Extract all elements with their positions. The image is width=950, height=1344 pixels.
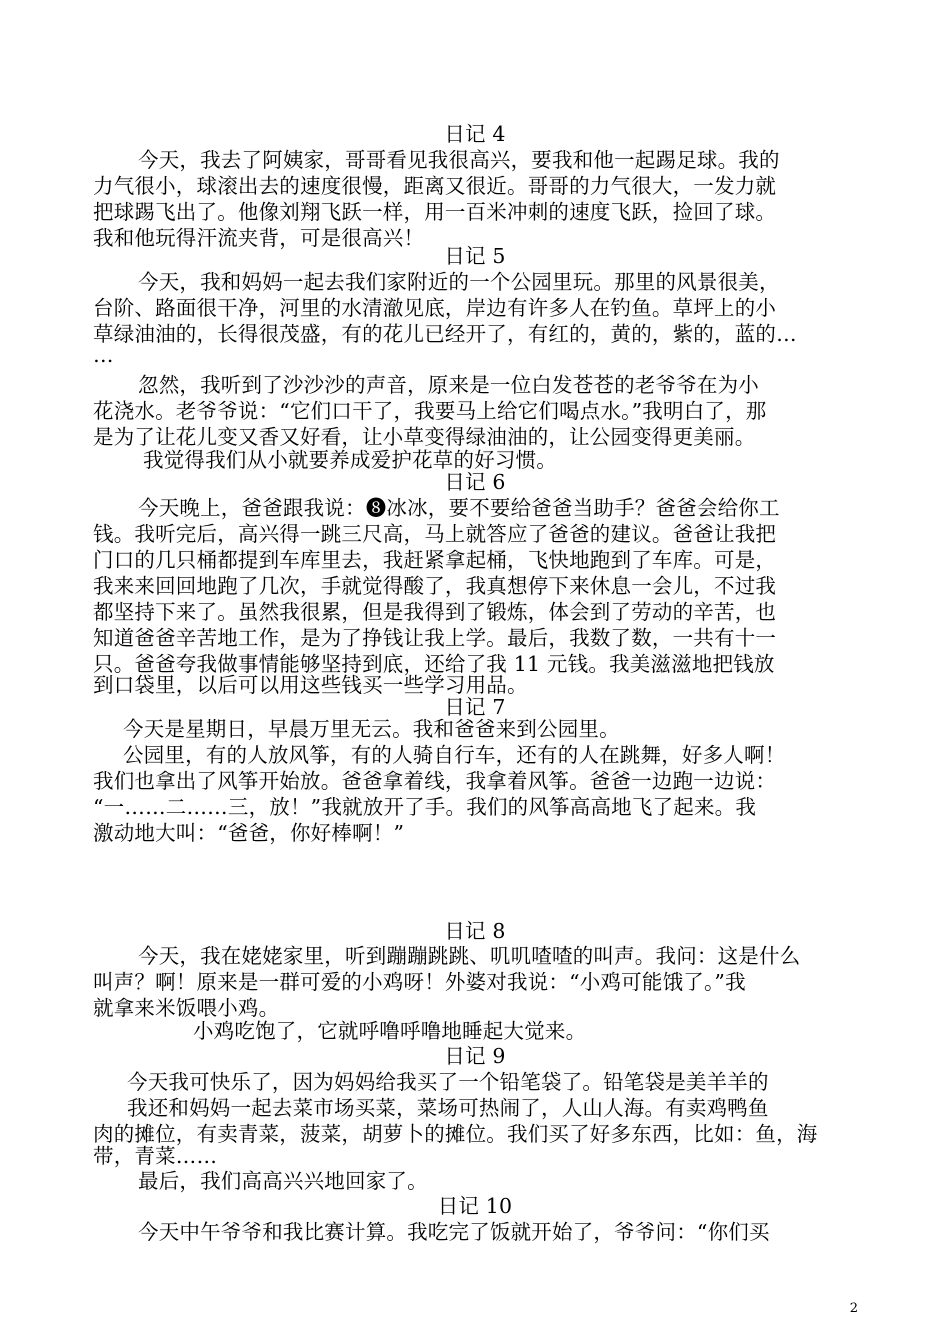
diary-9-line: 带，青菜…… <box>93 1144 218 1168</box>
page-number: 2 <box>849 1301 858 1316</box>
diary-7-line: “一……二……三，放！”我就放开了手。我们的风筝高高地飞了起来。我 <box>93 795 757 819</box>
diary-5-line: 花浇水。老爷爷说：“它们口干了，我要马上给它们喝点水。”我明白了，那 <box>93 399 767 423</box>
diary-5-line: 今天，我和妈妈一起去我们家附近的一个公园里玩。那里的风景很美， <box>138 270 780 294</box>
diary-6-line: 到口袋里，以后可以用这些钱买一些学习用品。 <box>93 673 528 697</box>
diary-8-line: 小鸡吃饱了，它就呼噜呼噜地睡起大觉来。 <box>193 1019 587 1043</box>
diary-5-line: 是为了让花儿变又香又好看，让小草变得绿油油的，让公园变得更美丽。 <box>93 425 756 449</box>
diary-4-line: 今天，我去了阿姨家，哥哥看见我很高兴，要我和他一起踢足球。我的 <box>138 148 780 172</box>
diary-9-line: 今天我可快乐了，因为妈妈给我买了一个铅笔袋了。铅笔袋是美羊羊的 <box>127 1070 769 1094</box>
diary-4-line: 我和他玩得汗流夹背，可是很高兴！ <box>93 226 425 250</box>
diary-9-line: 肉的摊位，有卖青菜，菠菜，胡萝卜的摊位。我们买了好多东西，比如：鱼，海 <box>93 1122 818 1146</box>
diary-4-title: 日记 4 <box>444 122 506 146</box>
diary-8-line: 就拿来米饭喂小鸡。 <box>93 996 280 1020</box>
diary-9-line: 我还和妈妈一起去菜市场买菜，菜场可热闹了，人山人海。有卖鸡鸭鱼 <box>127 1096 769 1120</box>
diary-6-title: 日记 6 <box>444 470 506 494</box>
diary-8-line: 今天，我在姥姥家里，听到蹦蹦跳跳、叽叽喳喳的叫声。我问：这是什么 <box>138 944 801 968</box>
diary-5-line: … <box>93 343 114 367</box>
diary-5-line: 草绿油油的，长得很茂盛，有的花儿已经开了，有红的，黄的，紫的，蓝的… <box>93 322 797 346</box>
diary-5-line: 我觉得我们从小就要养成爱护花草的好习惯。 <box>143 448 557 472</box>
diary-6-line: 知道爸爸辛苦地工作，是为了挣钱让我上学。最后，我数了数，一共有十一 <box>93 626 777 650</box>
diary-6-line: 钱。我听完后，高兴得一跳三尺高，马上就答应了爸爸的建议。爸爸让我把 <box>93 522 777 546</box>
diary-7-line: 激动地大叫：“爸爸，你好棒啊！” <box>93 821 405 845</box>
diary-5-line: 台阶、路面很干净，河里的水清澈见底，岸边有许多人在钓鱼。草坪上的小 <box>93 296 777 320</box>
diary-5-line: 忽然，我听到了沙沙沙的声音，原来是一位白发苍苍的老爷爷在为小 <box>138 373 759 397</box>
diary-8-line: 叫声？啊！原来是一群可爱的小鸡呀！外婆对我说：“小鸡可能饿了。”我 <box>93 970 746 994</box>
diary-6-line: 今天晚上，爸爸跟我说：❽冰冰，要不要给爸爸当助手？爸爸会给你工 <box>138 496 780 520</box>
diary-6-line: 只。爸爸夸我做事情能够坚持到底，还给了我 11 元钱。我美滋滋地把钱放 <box>93 652 775 676</box>
diary-7-line: 公园里，有的人放风筝，有的人骑自行车，还有的人在跳舞，好多人啊！ <box>123 743 786 767</box>
diary-8-title: 日记 8 <box>444 919 506 943</box>
diary-10-line: 今天中午爷爷和我比赛计算。我吃完了饭就开始了，爷爷问：“你们买 <box>138 1220 770 1244</box>
diary-6-line: 都坚持下来了。虽然我很累，但是我得到了锻炼，体会到了劳动的辛苦，也 <box>93 600 777 624</box>
diary-6-line: 门口的几只桶都提到车库里去，我赶紧拿起桶，飞快地跑到了车库。可是， <box>93 548 777 572</box>
diary-7-line: 今天是星期日，早晨万里无云。我和爸爸来到公园里。 <box>123 717 620 741</box>
diary-7-line: 我们也拿出了风筝开始放。爸爸拿着线，我拿着风筝。爸爸一边跑一边说： <box>93 769 777 793</box>
diary-6-line: 我来来回回地跑了几次，手就觉得酸了，我真想停下来休息一会儿，不过我 <box>93 574 777 598</box>
diary-9-title: 日记 9 <box>444 1044 506 1068</box>
diary-7-title: 日记 7 <box>444 695 506 719</box>
diary-5-title: 日记 5 <box>444 244 506 268</box>
diary-10-title: 日记 10 <box>437 1194 513 1218</box>
diary-4-line: 力气很小，球滚出去的速度很慢，距离又很近。哥哥的力气很大，一发力就 <box>93 174 777 198</box>
diary-9-line: 最后，我们高高兴兴地回家了。 <box>138 1169 428 1193</box>
diary-4-line: 把球踢飞出了。他像刘翔飞跃一样，用一百米冲刺的速度飞跃，捡回了球。 <box>93 200 777 224</box>
